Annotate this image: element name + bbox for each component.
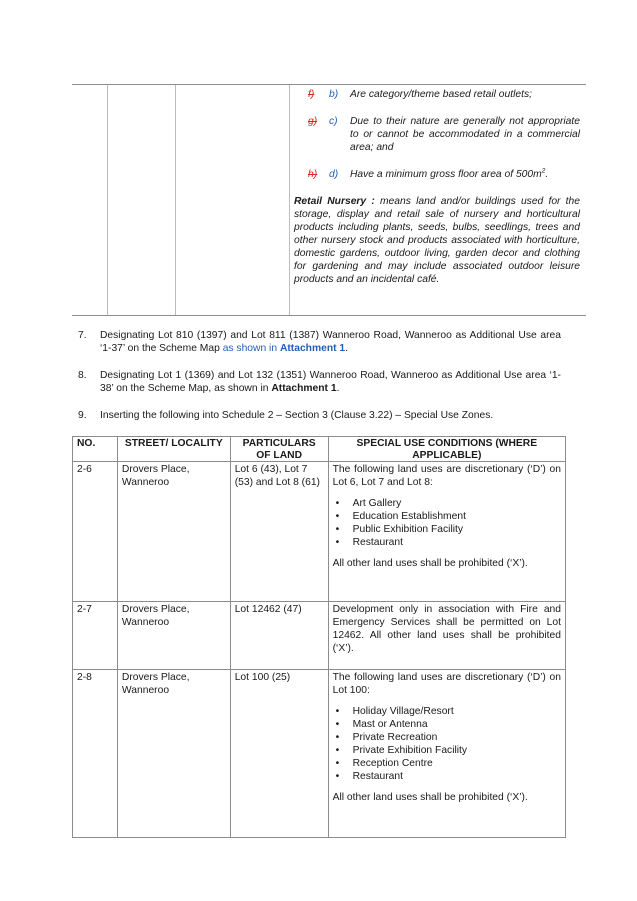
paragraph-text: [100, 369, 561, 395]
paragraph-number: 7.: [78, 330, 87, 341]
list-item: • Private Exhibition Facility: [353, 744, 561, 757]
cell-land: Lot 12462 (47): [230, 602, 328, 670]
land-use-list: [333, 497, 561, 549]
definition-text: means land and/or buildings used for the storage, display and retail sale of nursery and horticultural products including plants, seeds, bulbs, seedlings, trees and other nursery stock and products associated with horticulture, domestic gardens, outdoor living, garden decor and clothing for gardening and may include associated outdoor leisure products and an incidental café.: [294, 196, 580, 285]
list-item: [294, 168, 580, 181]
paragraph-text-part: .: [345, 343, 349, 354]
paragraph-8: [78, 369, 561, 395]
list-item-text: Have a minimum gross floor area of 500m: [350, 169, 542, 180]
table-column-divider: [289, 85, 290, 315]
header-street-locality: STREET/ LOCALITY: [117, 437, 230, 462]
inserted-text: as shown in: [219, 343, 280, 354]
inserted-letter: d): [329, 169, 339, 180]
deleted-letter: h): [308, 169, 318, 180]
list-item: [294, 115, 580, 154]
list-item: • Mast or Antenna: [353, 718, 561, 731]
list-item: • Restaurant: [353, 770, 561, 783]
header-special-use-conditions: SPECIAL USE CONDITIONS (WHERE APPLICABLE): [328, 437, 565, 462]
inserted-letter: b): [329, 89, 339, 100]
conditions-outro: All other land uses shall be prohibited (‘X’).: [332, 558, 528, 569]
list-item: • Public Exhibition Facility: [353, 523, 561, 536]
paragraph-number: 8.: [78, 370, 87, 381]
definitions-table-continuation: [72, 84, 586, 316]
paragraph-text-part: Designating Lot 1 (1369) and Lot 132 (1351) Wanneroo Road, Wanneroo as Additional Use area ‘1-38’ on the Scheme Map, as shown in: [100, 370, 561, 394]
paragraph-7: [78, 329, 561, 355]
table-row: [73, 462, 566, 602]
table-column-divider: [107, 85, 108, 315]
table-header-row: [73, 437, 566, 462]
attachment-reference: Attachment 1: [279, 343, 346, 354]
table-row: [73, 670, 566, 838]
list-item: • Private Recreation: [353, 731, 561, 744]
header-no: NO.: [73, 437, 118, 462]
list-item-text: Are category/theme based retail outlets;: [350, 89, 533, 100]
list-item: • Reception Centre: [353, 757, 561, 770]
deleted-letter: f): [308, 89, 315, 100]
list-item: • Education Establishment: [353, 510, 561, 523]
cell-street: Drovers Place, Wanneroo: [117, 462, 230, 602]
inserted-letter: c): [329, 116, 338, 127]
paragraph-text-part: .: [336, 383, 340, 394]
cell-street: Drovers Place, Wanneroo: [117, 602, 230, 670]
paragraph-text: Inserting the following into Schedule 2 – Section 3 (Clause 3.22) – Special Use Zones.: [100, 410, 494, 421]
attachment-reference: Attachment 1: [271, 383, 337, 394]
list-item: [294, 88, 580, 101]
cell-land: Lot 6 (43), Lot 7 (53) and Lot 8 (61): [230, 462, 328, 602]
header-particulars-of-land: PARTICULARS OF LAND: [230, 437, 328, 462]
list-item-text: Due to their nature are generally not appropriate to or cannot be accommodated in a commercial area; and: [350, 116, 580, 153]
cell-conditions: [328, 462, 565, 602]
paragraph-9: [78, 409, 561, 422]
list-item: • Art Gallery: [353, 497, 561, 510]
cell-no: 2-7: [73, 602, 118, 670]
conditions-intro: The following land uses are discretionary (‘D’) on Lot 6, Lot 7 and Lot 8:: [332, 464, 561, 488]
cell-no: 2-8: [73, 670, 118, 838]
definition-term: Retail Nursery :: [294, 196, 375, 207]
definition-cell: [294, 85, 580, 286]
paragraph-text-part: Designating Lot 810 (1397) and Lot 811 (1387) Wanneroo Road, Wanneroo as Additional Use area ‘1-37’ on the Scheme Map: [100, 330, 561, 354]
table-column-divider: [175, 85, 176, 315]
list-item: • Holiday Village/Resort: [353, 705, 561, 718]
list-item: • Restaurant: [353, 536, 561, 549]
conditions-intro: The following land uses are discretionary (‘D’) on Lot 100:: [332, 672, 561, 696]
cell-no: 2-6: [73, 462, 118, 602]
list-item-suffix: .: [545, 169, 549, 180]
land-use-list: [333, 705, 561, 783]
superscript: 2: [541, 167, 546, 175]
deleted-letter: g): [308, 116, 318, 127]
table-row: [73, 602, 566, 670]
paragraph-number: 9.: [78, 410, 87, 421]
cell-conditions: Development only in association with Fire and Emergency Services shall be permitted on Lot 12462. All other land uses shall be prohibited (‘X’).: [328, 602, 565, 670]
cell-land: Lot 100 (25): [230, 670, 328, 838]
cell-street: Drovers Place, Wanneroo: [117, 670, 230, 838]
conditions-outro: All other land uses shall be prohibited (‘X’).: [332, 792, 528, 803]
paragraph-text: [100, 329, 561, 355]
retail-nursery-definition: [294, 195, 580, 286]
special-use-zones-table: [72, 436, 566, 838]
cell-conditions: [328, 670, 565, 838]
